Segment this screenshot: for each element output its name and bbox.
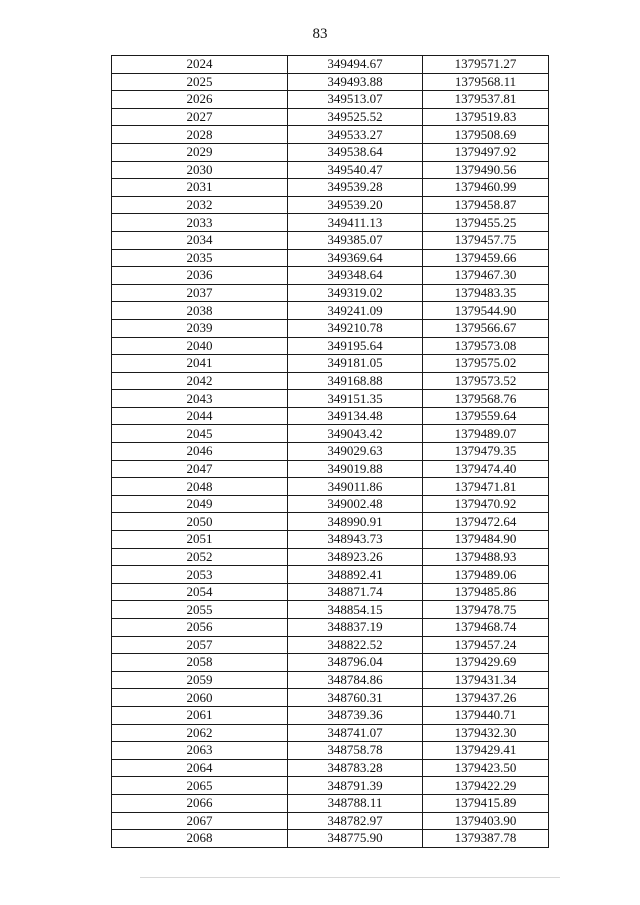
table-row (112, 812, 549, 830)
y-coordinate-cell: 1379470.92 (423, 495, 549, 513)
y-coordinate-cell: 1379575.02 (423, 355, 549, 373)
point-number-cell: 2031 (112, 179, 288, 197)
x-coordinate-cell: 348783.28 (288, 759, 423, 777)
x-coordinate-cell: 348892.41 (288, 566, 423, 584)
table-row (112, 724, 549, 742)
y-coordinate-cell: 1379422.29 (423, 777, 549, 795)
x-coordinate-cell: 349513.07 (288, 91, 423, 109)
table-row (112, 143, 549, 161)
y-coordinate-cell: 1379457.75 (423, 231, 549, 249)
point-number-cell: 2066 (112, 794, 288, 812)
y-coordinate-cell: 1379457.24 (423, 636, 549, 654)
y-coordinate-cell: 1379472.64 (423, 513, 549, 531)
point-number-cell: 2027 (112, 108, 288, 126)
table-row (112, 214, 549, 232)
y-coordinate-cell: 1379460.99 (423, 179, 549, 197)
y-coordinate-cell: 1379459.66 (423, 249, 549, 267)
point-number-cell: 2040 (112, 337, 288, 355)
table-row (112, 742, 549, 760)
x-coordinate-cell: 349002.48 (288, 495, 423, 513)
x-coordinate-cell: 349540.47 (288, 161, 423, 179)
x-coordinate-cell: 348775.90 (288, 830, 423, 848)
x-coordinate-cell: 348871.74 (288, 583, 423, 601)
table-row (112, 337, 549, 355)
point-number-cell: 2041 (112, 355, 288, 373)
point-number-cell: 2068 (112, 830, 288, 848)
point-number-cell: 2025 (112, 73, 288, 91)
point-number-cell: 2029 (112, 143, 288, 161)
x-coordinate-cell: 348760.31 (288, 689, 423, 707)
x-coordinate-cell: 349151.35 (288, 390, 423, 408)
table-row (112, 179, 549, 197)
y-coordinate-cell: 1379415.89 (423, 794, 549, 812)
x-coordinate-cell: 348791.39 (288, 777, 423, 795)
table-row (112, 566, 549, 584)
point-number-cell: 2055 (112, 601, 288, 619)
table-row (112, 267, 549, 285)
y-coordinate-cell: 1379519.83 (423, 108, 549, 126)
x-coordinate-cell: 349134.48 (288, 407, 423, 425)
y-coordinate-cell: 1379484.90 (423, 531, 549, 549)
point-number-cell: 2046 (112, 443, 288, 461)
x-coordinate-cell: 349348.64 (288, 267, 423, 285)
point-number-cell: 2063 (112, 742, 288, 760)
scan-artifact-line (140, 877, 560, 878)
x-coordinate-cell: 349241.09 (288, 302, 423, 320)
x-coordinate-cell: 348837.19 (288, 619, 423, 637)
y-coordinate-cell: 1379468.74 (423, 619, 549, 637)
x-coordinate-cell: 349538.64 (288, 143, 423, 161)
x-coordinate-cell: 349011.86 (288, 478, 423, 496)
point-number-cell: 2044 (112, 407, 288, 425)
table-row (112, 495, 549, 513)
y-coordinate-cell: 1379490.56 (423, 161, 549, 179)
x-coordinate-cell: 349369.64 (288, 249, 423, 267)
y-coordinate-cell: 1379544.90 (423, 302, 549, 320)
table-row (112, 126, 549, 144)
point-number-cell: 2050 (112, 513, 288, 531)
x-coordinate-cell: 348943.73 (288, 531, 423, 549)
table-row (112, 531, 549, 549)
y-coordinate-cell: 1379440.71 (423, 706, 549, 724)
x-coordinate-cell: 349411.13 (288, 214, 423, 232)
point-number-cell: 2065 (112, 777, 288, 795)
y-coordinate-cell: 1379403.90 (423, 812, 549, 830)
x-coordinate-cell: 349494.67 (288, 56, 423, 74)
x-coordinate-cell: 349195.64 (288, 337, 423, 355)
y-coordinate-cell: 1379485.86 (423, 583, 549, 601)
table-row (112, 619, 549, 637)
x-coordinate-cell: 348923.26 (288, 548, 423, 566)
y-coordinate-cell: 1379566.67 (423, 319, 549, 337)
point-number-cell: 2067 (112, 812, 288, 830)
point-number-cell: 2062 (112, 724, 288, 742)
point-number-cell: 2033 (112, 214, 288, 232)
point-number-cell: 2060 (112, 689, 288, 707)
y-coordinate-cell: 1379471.81 (423, 478, 549, 496)
table-row (112, 759, 549, 777)
table-row (112, 478, 549, 496)
y-coordinate-cell: 1379479.35 (423, 443, 549, 461)
y-coordinate-cell: 1379455.25 (423, 214, 549, 232)
x-coordinate-cell: 348990.91 (288, 513, 423, 531)
page-number: 83 (312, 26, 328, 42)
x-coordinate-cell: 349385.07 (288, 231, 423, 249)
y-coordinate-cell: 1379458.87 (423, 196, 549, 214)
x-coordinate-cell: 348788.11 (288, 794, 423, 812)
point-number-cell: 2036 (112, 267, 288, 285)
point-number-cell: 2057 (112, 636, 288, 654)
y-coordinate-cell: 1379474.40 (423, 460, 549, 478)
x-coordinate-cell: 349210.78 (288, 319, 423, 337)
table-row (112, 583, 549, 601)
x-coordinate-cell: 348822.52 (288, 636, 423, 654)
y-coordinate-cell: 1379568.76 (423, 390, 549, 408)
y-coordinate-cell: 1379437.26 (423, 689, 549, 707)
point-number-cell: 2047 (112, 460, 288, 478)
table-row (112, 390, 549, 408)
point-number-cell: 2039 (112, 319, 288, 337)
point-number-cell: 2054 (112, 583, 288, 601)
table-row (112, 513, 549, 531)
y-coordinate-cell: 1379423.50 (423, 759, 549, 777)
point-number-cell: 2035 (112, 249, 288, 267)
table-row (112, 196, 549, 214)
y-coordinate-cell: 1379537.81 (423, 91, 549, 109)
point-number-cell: 2034 (112, 231, 288, 249)
point-number-cell: 2024 (112, 56, 288, 74)
point-number-cell: 2032 (112, 196, 288, 214)
table-row (112, 372, 549, 390)
point-number-cell: 2058 (112, 654, 288, 672)
x-coordinate-cell: 348758.78 (288, 742, 423, 760)
table-row (112, 460, 549, 478)
y-coordinate-cell: 1379432.30 (423, 724, 549, 742)
y-coordinate-cell: 1379559.64 (423, 407, 549, 425)
point-number-cell: 2043 (112, 390, 288, 408)
x-coordinate-cell: 349181.05 (288, 355, 423, 373)
x-coordinate-cell: 349043.42 (288, 425, 423, 443)
x-coordinate-cell: 349533.27 (288, 126, 423, 144)
table-row (112, 548, 549, 566)
x-coordinate-cell: 348784.86 (288, 671, 423, 689)
point-number-cell: 2064 (112, 759, 288, 777)
table-row (112, 830, 549, 848)
y-coordinate-cell: 1379429.69 (423, 654, 549, 672)
x-coordinate-cell: 348741.07 (288, 724, 423, 742)
table-row (112, 671, 549, 689)
table-row (112, 73, 549, 91)
point-number-cell: 2042 (112, 372, 288, 390)
y-coordinate-cell: 1379478.75 (423, 601, 549, 619)
table-row (112, 601, 549, 619)
point-number-cell: 2053 (112, 566, 288, 584)
x-coordinate-cell: 348739.36 (288, 706, 423, 724)
table-row (112, 443, 549, 461)
table-row (112, 108, 549, 126)
table-row (112, 407, 549, 425)
y-coordinate-cell: 1379568.11 (423, 73, 549, 91)
y-coordinate-cell: 1379467.30 (423, 267, 549, 285)
table-row (112, 706, 549, 724)
y-coordinate-cell: 1379387.78 (423, 830, 549, 848)
y-coordinate-cell: 1379483.35 (423, 284, 549, 302)
x-coordinate-cell: 348854.15 (288, 601, 423, 619)
y-coordinate-cell: 1379431.34 (423, 671, 549, 689)
x-coordinate-cell: 349019.88 (288, 460, 423, 478)
point-number-cell: 2061 (112, 706, 288, 724)
point-number-cell: 2038 (112, 302, 288, 320)
table-row (112, 56, 549, 74)
table-row (112, 231, 549, 249)
y-coordinate-cell: 1379571.27 (423, 56, 549, 74)
table-row (112, 249, 549, 267)
table-row (112, 284, 549, 302)
x-coordinate-cell: 349493.88 (288, 73, 423, 91)
point-number-cell: 2059 (112, 671, 288, 689)
point-number-cell: 2051 (112, 531, 288, 549)
point-number-cell: 2037 (112, 284, 288, 302)
x-coordinate-cell: 349319.02 (288, 284, 423, 302)
point-number-cell: 2056 (112, 619, 288, 637)
x-coordinate-cell: 348782.97 (288, 812, 423, 830)
point-number-cell: 2028 (112, 126, 288, 144)
point-number-cell: 2030 (112, 161, 288, 179)
table-row (112, 302, 549, 320)
x-coordinate-cell: 349539.20 (288, 196, 423, 214)
y-coordinate-cell: 1379488.93 (423, 548, 549, 566)
x-coordinate-cell: 348796.04 (288, 654, 423, 672)
x-coordinate-cell: 349168.88 (288, 372, 423, 390)
x-coordinate-cell: 349525.52 (288, 108, 423, 126)
y-coordinate-cell: 1379508.69 (423, 126, 549, 144)
y-coordinate-cell: 1379497.92 (423, 143, 549, 161)
table-row (112, 161, 549, 179)
table-row (112, 91, 549, 109)
point-number-cell: 2048 (112, 478, 288, 496)
table-row (112, 319, 549, 337)
point-number-cell: 2045 (112, 425, 288, 443)
y-coordinate-cell: 1379573.08 (423, 337, 549, 355)
point-number-cell: 2052 (112, 548, 288, 566)
table-row (112, 794, 549, 812)
y-coordinate-cell: 1379429.41 (423, 742, 549, 760)
table-row (112, 636, 549, 654)
table-row (112, 777, 549, 795)
y-coordinate-cell: 1379489.06 (423, 566, 549, 584)
x-coordinate-cell: 349539.28 (288, 179, 423, 197)
coordinates-table-body (112, 56, 549, 848)
point-number-cell: 2049 (112, 495, 288, 513)
table-row (112, 654, 549, 672)
point-number-cell: 2026 (112, 91, 288, 109)
table-row (112, 355, 549, 373)
table-row (112, 689, 549, 707)
y-coordinate-cell: 1379573.52 (423, 372, 549, 390)
table-row (112, 425, 549, 443)
y-coordinate-cell: 1379489.07 (423, 425, 549, 443)
coordinates-table (111, 55, 549, 848)
x-coordinate-cell: 349029.63 (288, 443, 423, 461)
